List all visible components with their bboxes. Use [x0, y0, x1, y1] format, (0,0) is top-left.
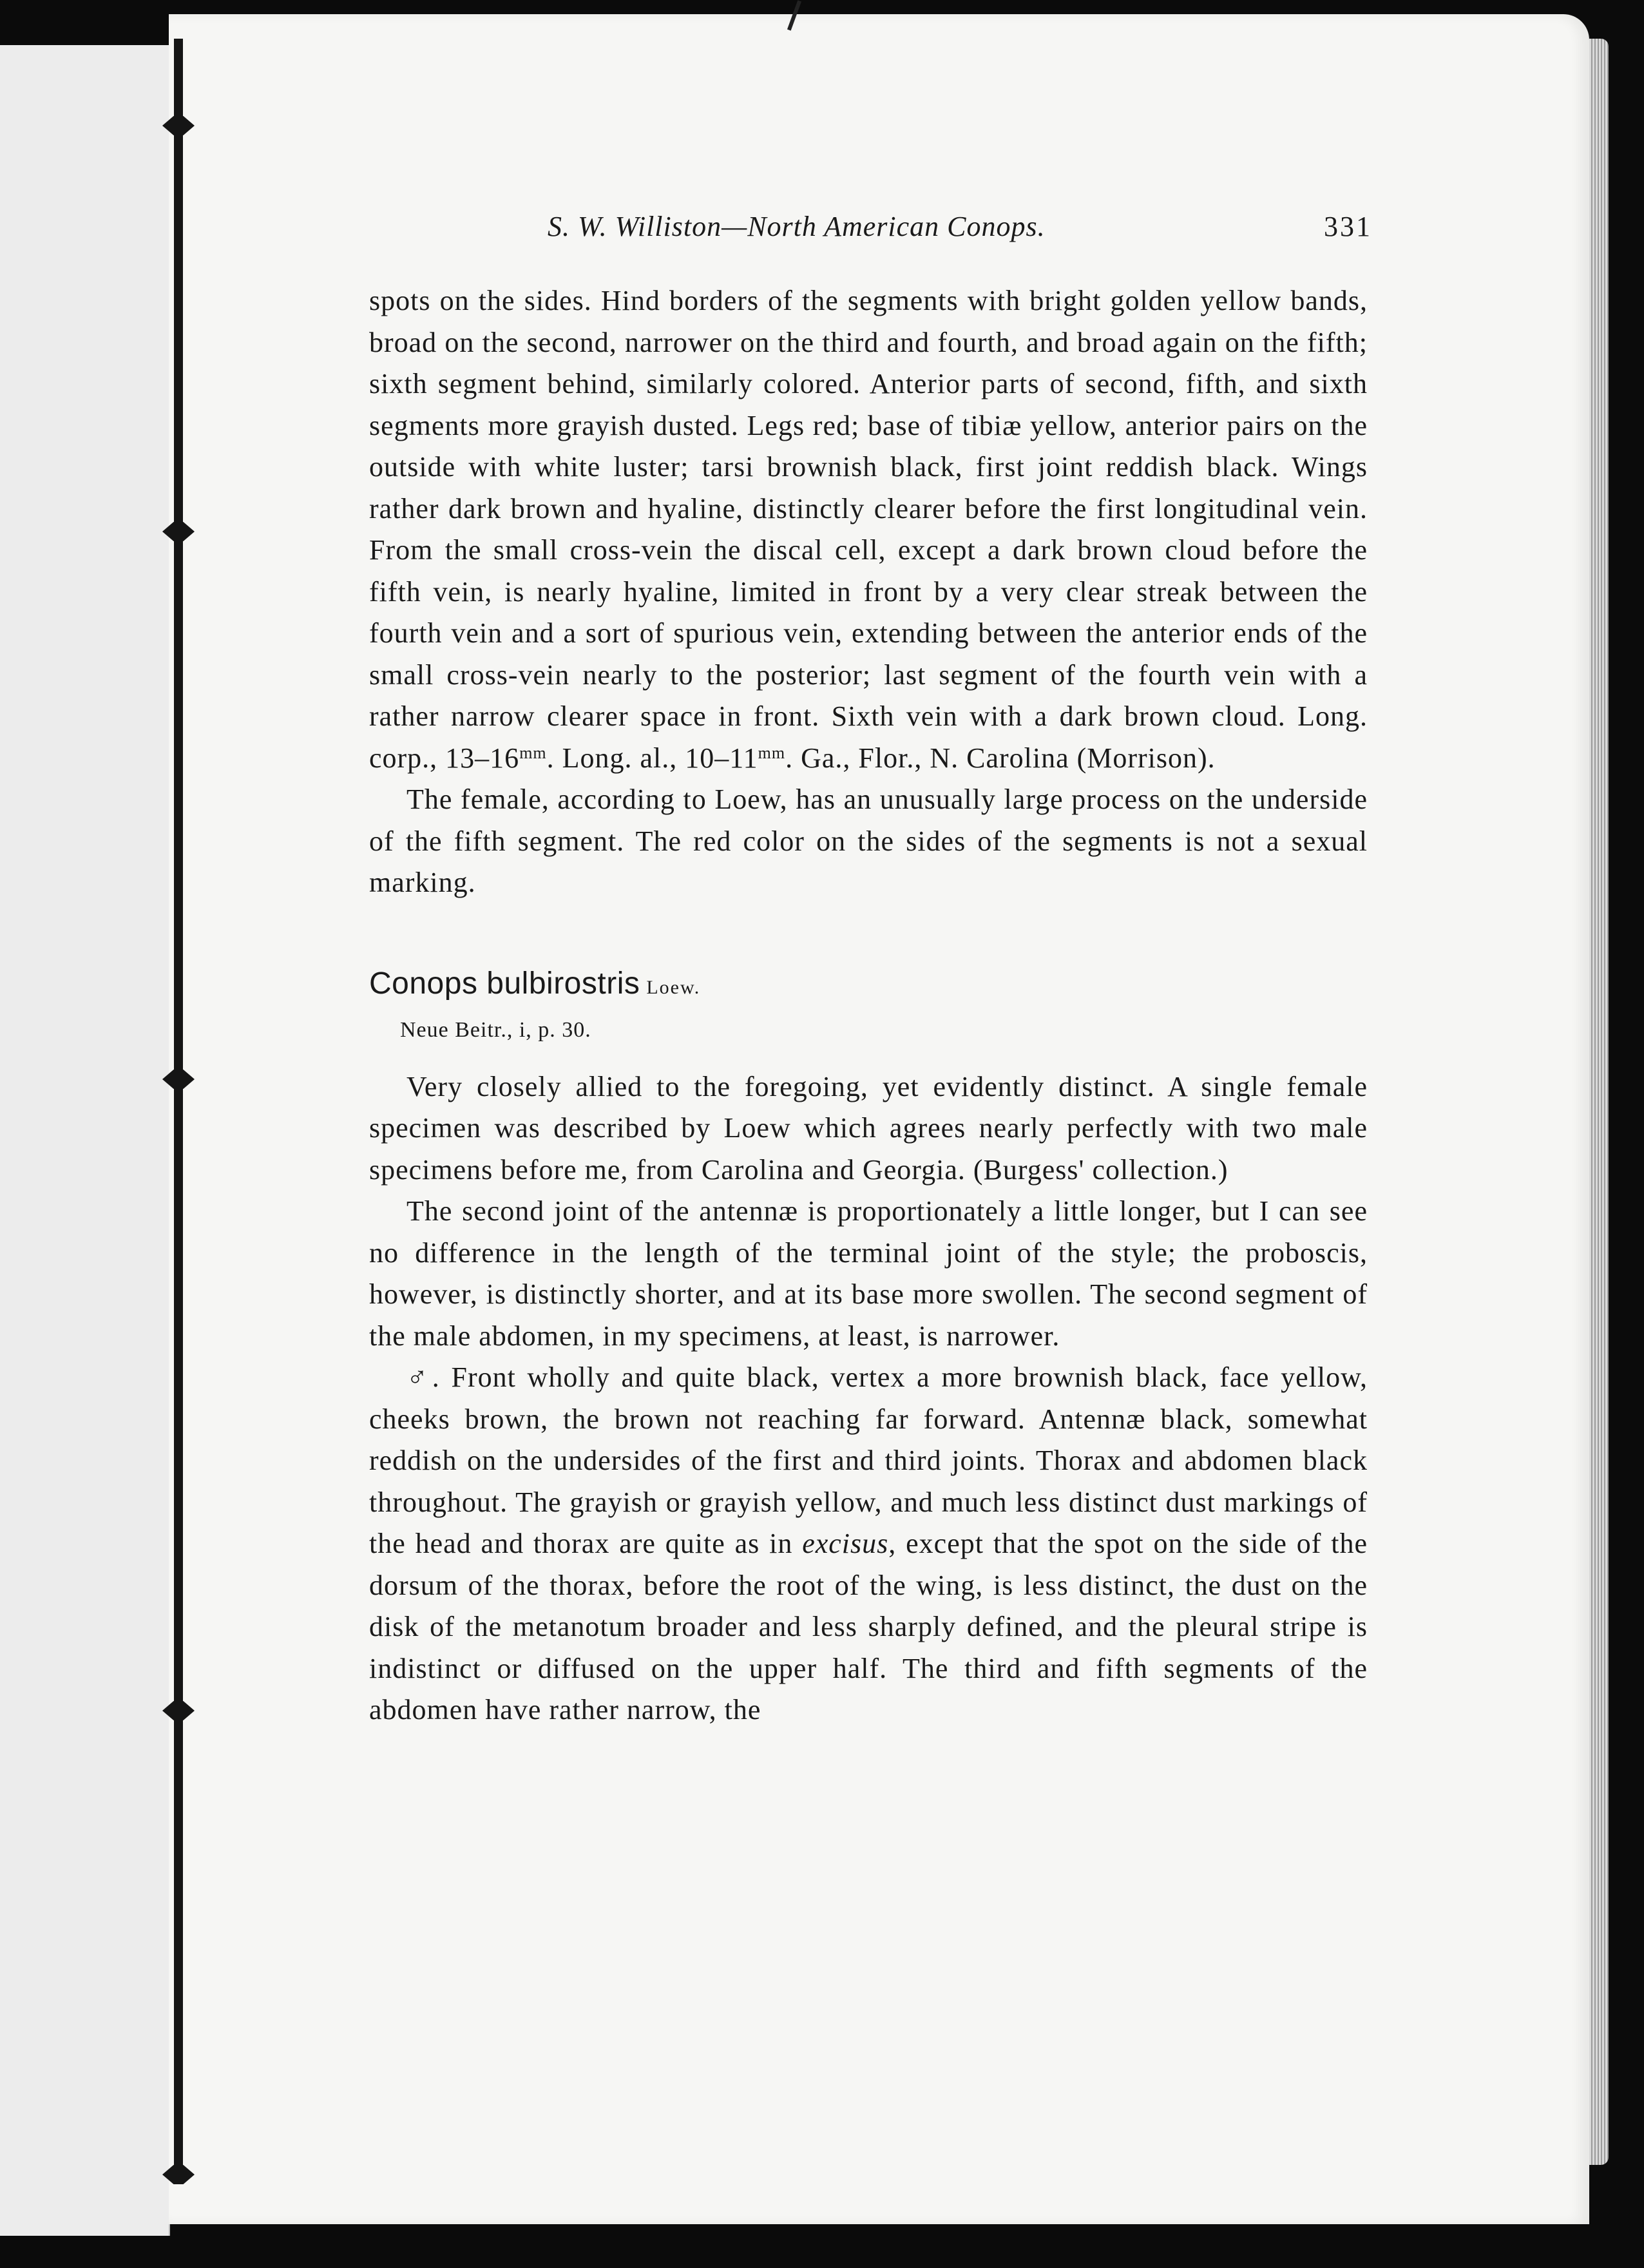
facing-page-edge: [0, 45, 170, 2236]
paragraph: The second joint of the antennæ is proportionately a little longer, but I can see no difference in the length of the terminal joint of the style; the proboscis, however, is distinctly shorter, and at its base more swollen. The second segment of the male abdomen, in my specimens, at least, is narrower.: [369, 1195, 1368, 1352]
species-heading: [369, 963, 1368, 1008]
species-italic: excisus: [802, 1528, 889, 1559]
page-number: 331: [1324, 211, 1372, 242]
paragraph: [369, 1357, 1368, 1731]
paragraph: Very closely allied to the foregoing, yet evidently distinct. A single female specimen was described by Loew which agrees nearly perfectly with two male specimens before me, from Carolina and Georgia. (Burgess' collection.): [369, 1070, 1368, 1186]
page-header: [548, 210, 1372, 243]
page-body: [369, 280, 1368, 1731]
species-author: Loew.: [646, 976, 701, 998]
paragraph: The female, according to Loew, has an unusually large process on the underside of the fifth segment. The red color on the sides of the segments is not a sexual marking.: [369, 783, 1368, 898]
paragraph-text: . Long. al., 10–11: [546, 742, 758, 774]
unit-superscript: mm: [519, 743, 547, 762]
paragraph-text: spots on the sides. Hind borders of the segments with bright golden yellow bands, broad on the second, narrower on the third and fourth, and broad again on the fifth; sixth segment behind, similarly colored. Anterior parts of second, fifth, and sixth segments more grayish dusted. Legs red; base of tibiæ yellow, anterior pairs on the outside with white luster; tarsi brownish black, first joint reddish black. Wings rather dark brown and hyaline, distinctly clearer before the first longitudinal vein. From the small cross-vein the discal cell, except a dark brown cloud before the fifth vein, is nearly hyaline, limited in front by a very clear streak between the fourth vein and a sort of spurious vein, extending between the anterior ends of the small cross-vein nearly to the posterior; last segment of the fourth vein with a rather narrow clearer space in front. Sixth vein with a dark brown cloud. Long. corp., 13–16: [369, 285, 1368, 774]
running-head: S. W. Williston—North American Conops.: [548, 211, 1046, 242]
paragraph-text: , except that the spot on the side of the dorsum of the thorax, before the root of the wing, is less distinct, the dust on the disk of the metanotum broader and less sharply defined, and the pleural stripe is indistinct or diffused on the upper half. The third and fifth segments of the abdomen have rather narrow, the: [369, 1528, 1368, 1725]
stacked-page-edges: [1589, 39, 1609, 2165]
paragraph-continued: [369, 280, 1368, 779]
paragraph-text: ♂. Front wholly and quite black, vertex a more brownish black, face yellow, cheeks brown, the brown not reaching far forward. Antennæ black, somewhat reddish on the undersides of the first and third joints. Thorax and abdomen black throughout. The grayish or grayish yellow, and much less distinct dust markings of the head and thorax are quite as in: [369, 1361, 1368, 1559]
unit-superscript: mm: [758, 743, 786, 762]
species-name: Conops bulbirostris: [369, 966, 640, 1001]
paragraph-text: . Ga., Flor., N. Carolina (Morrison).: [785, 742, 1216, 774]
page-binding-edge: [174, 39, 183, 2184]
citation: Neue Beitr., i, p. 30.: [400, 1017, 591, 1042]
